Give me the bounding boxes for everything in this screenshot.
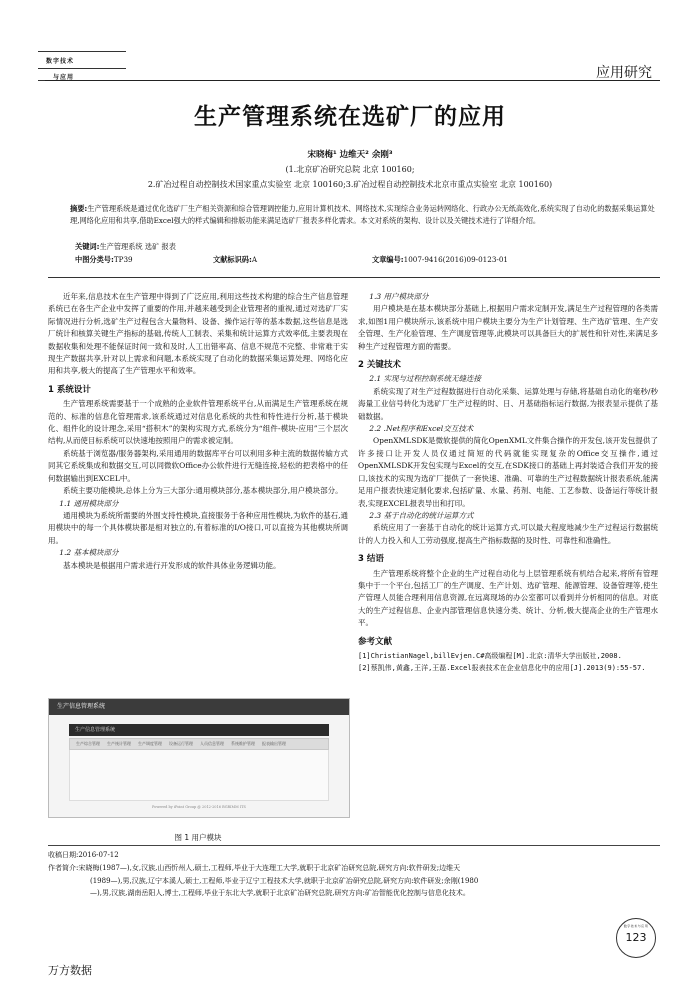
footnote-divider (48, 845, 660, 846)
figure-user-module (48, 698, 350, 818)
paragraph-1-2: 基本模块是根据用户需求进行开发形成的软件具体业务逻辑功能。 (63, 560, 281, 570)
abstract-divider (48, 277, 660, 278)
article-label: 文章编号: (372, 255, 404, 264)
author-bio-line1: 作者简介:宋晓梅(1987—),女,汉族,山西忻州人,硕士,工程师,毕业于大连理工大学,就职于北京矿冶研究总院,研究方向:软件研发;边维天 (48, 863, 461, 872)
reference-1: [1]ChristianNagel,billEvjen.C#高级编程[M].北京:清华大学出版社,2008. (358, 651, 622, 660)
article-value: 1007-9416(2016)09-0123-01 (403, 255, 508, 264)
paragraph-1b: 系统基于浏览器/服务器架构,采用通用的数据库平台可以利用多种主流的数据传输方式同其它系统集成和数据交互,可以同微软Office办公软件进行无缝连接,轻松的把表格中的任何数据输出到EXCEL中。 (48, 448, 348, 483)
keywords-text: 生产管理系统 选矿 报表 (99, 242, 176, 251)
heading-2: 2 关键技术 (358, 360, 401, 371)
right-column (358, 291, 658, 675)
figure-menu-item: 生产综合管理 (76, 741, 100, 746)
heading-3: 3 结语 (358, 554, 384, 565)
article-number (372, 255, 508, 265)
watermark: 万方数据 (48, 964, 92, 977)
page-number: 123 (625, 931, 647, 944)
paragraph-2-2: OpenXMLSDK是微软提供的简化OpenXML文件集合操作的开发包,该开发包提供了许多接口让开发人员仅通过简短的代码就能实现复杂的Office交互操作,通过OpenXMLSDK开发包实现与Excel的交互,在SDK接口的基础上再封装适合我们开发的接口,该技术的实现为选矿厂提供了一套快速、准确、可靠的生产过程数据统计报表系统,能满足用户报表快速定制化要求,包括矿量、水量、药剂、电能、工艺参数、设备运行等统计报表,实现EXCEL报表导出和打印。 (358, 436, 658, 508)
received-date: 收稿日期:2016-07-12 (48, 851, 119, 859)
abstract-label: 摘要: (70, 204, 88, 213)
article-title: 生产管理系统在选矿厂的应用 (194, 104, 506, 130)
doc-value: A (251, 255, 258, 264)
keywords-label: 关键词: (75, 242, 100, 251)
paragraph-3: 生产管理系统将整个企业的生产过程自动化与上层管理系统有机结合起来,将所有管理集中于一个平台,包括工厂的生产调度、生产计划、选矿管理、能源管理、设备管理等,使生产管理人员能合理利用信息资源,在远离现场的办公室都可以看到并分析相同的信息。对底大的生产过程信息、企业内部管理信息快速分类、统计、分析,极大提高企业的生产管理水平。 (358, 568, 658, 628)
figure-menu-item: 生产调度管理 (138, 741, 162, 746)
figure-menu-item: 设备运行管理 (169, 741, 193, 746)
logo-line1: 数字技术 (46, 58, 75, 65)
section-label: 应用研究 (596, 65, 652, 81)
heading-1-2: 1.2 基本模块部分 (59, 548, 119, 558)
figure-menu-item: 人员信息管理 (200, 741, 224, 746)
heading-1: 1 系统设计 (48, 384, 91, 395)
paragraph-1-3: 用户模块是在基本模块部分基础上,根据用户需求定制开发,满足生产过程管理的各类需求,如图1用户模块所示,该系统中用户模块主要分为生产计划管理、生产选矿管理、生产安全管理、生产化验管理、生产调度管理等,此模块可以具备巨大的扩展性和针对性,来满足多种生产过程管理方面的需要。 (358, 304, 658, 351)
keywords (75, 242, 176, 252)
header-divider (45, 80, 660, 81)
abstract (70, 203, 660, 227)
doc-code (213, 255, 257, 265)
heading-1-1: 1.1 通用模块部分 (59, 498, 119, 508)
figure-caption: 图 1 用户模块 (174, 833, 222, 842)
abstract-text: 生产管理系统是通过优化选矿厂生产相关资源和综合管理调控能力,应用计算机技术、网络技术,实现综合业务运转网络化、行政办公无纸高效化,系统实现了自动化的数据采集运算处理,网络化应用和共享,借助Excel强大的样式编辑和排版功能来满足选矿厂报表多样化需求。本文对系统的架构、设计以及关键技术进行了详细介绍。 (70, 204, 655, 225)
clc-value: TP39 (113, 255, 133, 264)
reference-2: [2]蔡凯伟,黄鑫,王洋,王磊.Excel报表技术在企业信息化中的应用[J].2013(9):55-57. (358, 664, 646, 673)
heading-2-1: 2.1 实现与过程控制系统无缝连接 (369, 374, 482, 384)
intro-paragraph: 近年来,信息技术在生产管理中得到了广泛应用,利用这些技术构建的综合生产信息管理系统已在各生产企业中发挥了重要的作用,并越来越受到企业管理者的重视,通过对选矿厂实际情况进行分析,选矿生产过程包含大量物料、设备、操作运行等的基本数据,这些信息是选厂统计和核算关键生产指标的基础,传统人工制表、采集和统计运算方式效率低,主要表现在数据收集和处理不能保证时间一致和及时,人工出错率高、信息不规范不完整、非常难于实现生产数据共享,针对以上需求和问题,本系统实现了自动化的数据采集运算处理、网络化应用和共享,极大的提高了生产管理水平和效率。 (48, 292, 348, 376)
figure-app-title: 生产信息管理系统 (49, 699, 349, 715)
left-column (48, 291, 348, 572)
figure-menu-item: 报表输出管理 (262, 741, 286, 746)
affiliation-2: 2.矿冶过程自动控制技术国家重点实验室 北京 100160;3.矿冶过程自动控制技术北京市重点实验室 北京 100160) (147, 180, 553, 189)
figure-menu-item: 生产统计管理 (107, 741, 131, 746)
clc-number (75, 255, 133, 265)
page-badge-ring-text: 数字技术与应用 (623, 924, 649, 928)
paragraph-1a: 生产管理系统需要基于一个成熟的企业软件管理系统平台,从而满足生产管理系统在规范的、标准的信息化管理需求,该系统通过对信息化系统的共性和特性进行分析,基于模块化、组件化的设计理念,采用“搭积木”的架构实现方式,系统分为“组件-模块-应用”三个层次结构,从而使目标系统可以快速地按照用户的需求被定制。 (48, 399, 348, 446)
page-number-badge (616, 918, 656, 958)
references-heading: 参考文献 (358, 636, 393, 647)
doc-label: 文献标识码: (213, 255, 252, 264)
figure-footer: Powered by iPoint Group @ 2012-2016 BGRIMM ITS (152, 805, 246, 809)
figure-menu (69, 738, 329, 750)
author-bio-line3: —),男,汉族,湖南岳阳人,博士,工程师,毕业于东北大学,就职于北京矿冶研究总院,研究方向:矿冶智能优化控制与信息化技术。 (90, 889, 470, 898)
paragraph-1-1: 通用模块为系统所需要的外围支持性模块,直接服务于各种应用性模块,为软件的基石,通用模块中的每一个具体模块都是相对独立的,有着标准的I/O接口,可以直接为其他模块所调用。 (48, 510, 348, 545)
author-list: 宋晓梅¹ 边维天² 余刚³ (307, 150, 393, 160)
clc-label: 中图分类号: (75, 255, 114, 264)
footnote (48, 849, 660, 900)
heading-2-3: 2.3 基于自动化的统计运算方式 (369, 510, 474, 520)
paragraph-2-1: 系统实现了对生产过程数据进行自动化采集、运算处理与存储,将基础自动化的毫秒/秒海量工业信号转化为选矿厂生产过程的时、日、月基础指标运行数据,为报表显示提供了基础数据。 (358, 386, 658, 421)
heading-1-3: 1.3 用户模块部分 (369, 292, 429, 301)
heading-2-2: 2.2 .Net程序和Excel交互技术 (369, 424, 474, 434)
figure-inner-title: 生产信息管理系统 (69, 724, 329, 736)
figure-content-area (69, 750, 329, 801)
affiliation-1: (1.北京矿冶研究总院 北京 100160; (285, 165, 415, 174)
figure-menu-item: 系统维护管理 (231, 741, 255, 746)
author-bio-line2: (1989—),男,汉族,辽宁本溪人,硕士,工程师,毕业于辽宁工程技术大学,就职于北京矿冶研究总院,研究方向:软件研发;余刚(1980 (90, 876, 479, 885)
paragraph-2-3: 系统应用了一套基于自动化的统计运算方式,可以最大程度地减少生产过程运行数据统计的人力投入和人工劳动强度,提高生产指标数据的及时性、可靠性和准确性。 (358, 523, 658, 545)
paragraph-1c: 系统主要功能模块,总体上分为三大部分:通用模块部分,基本模块部分,用户模块部分。 (63, 486, 343, 496)
journal-logo (38, 51, 126, 87)
logo-line2: 与应用 (53, 74, 75, 81)
